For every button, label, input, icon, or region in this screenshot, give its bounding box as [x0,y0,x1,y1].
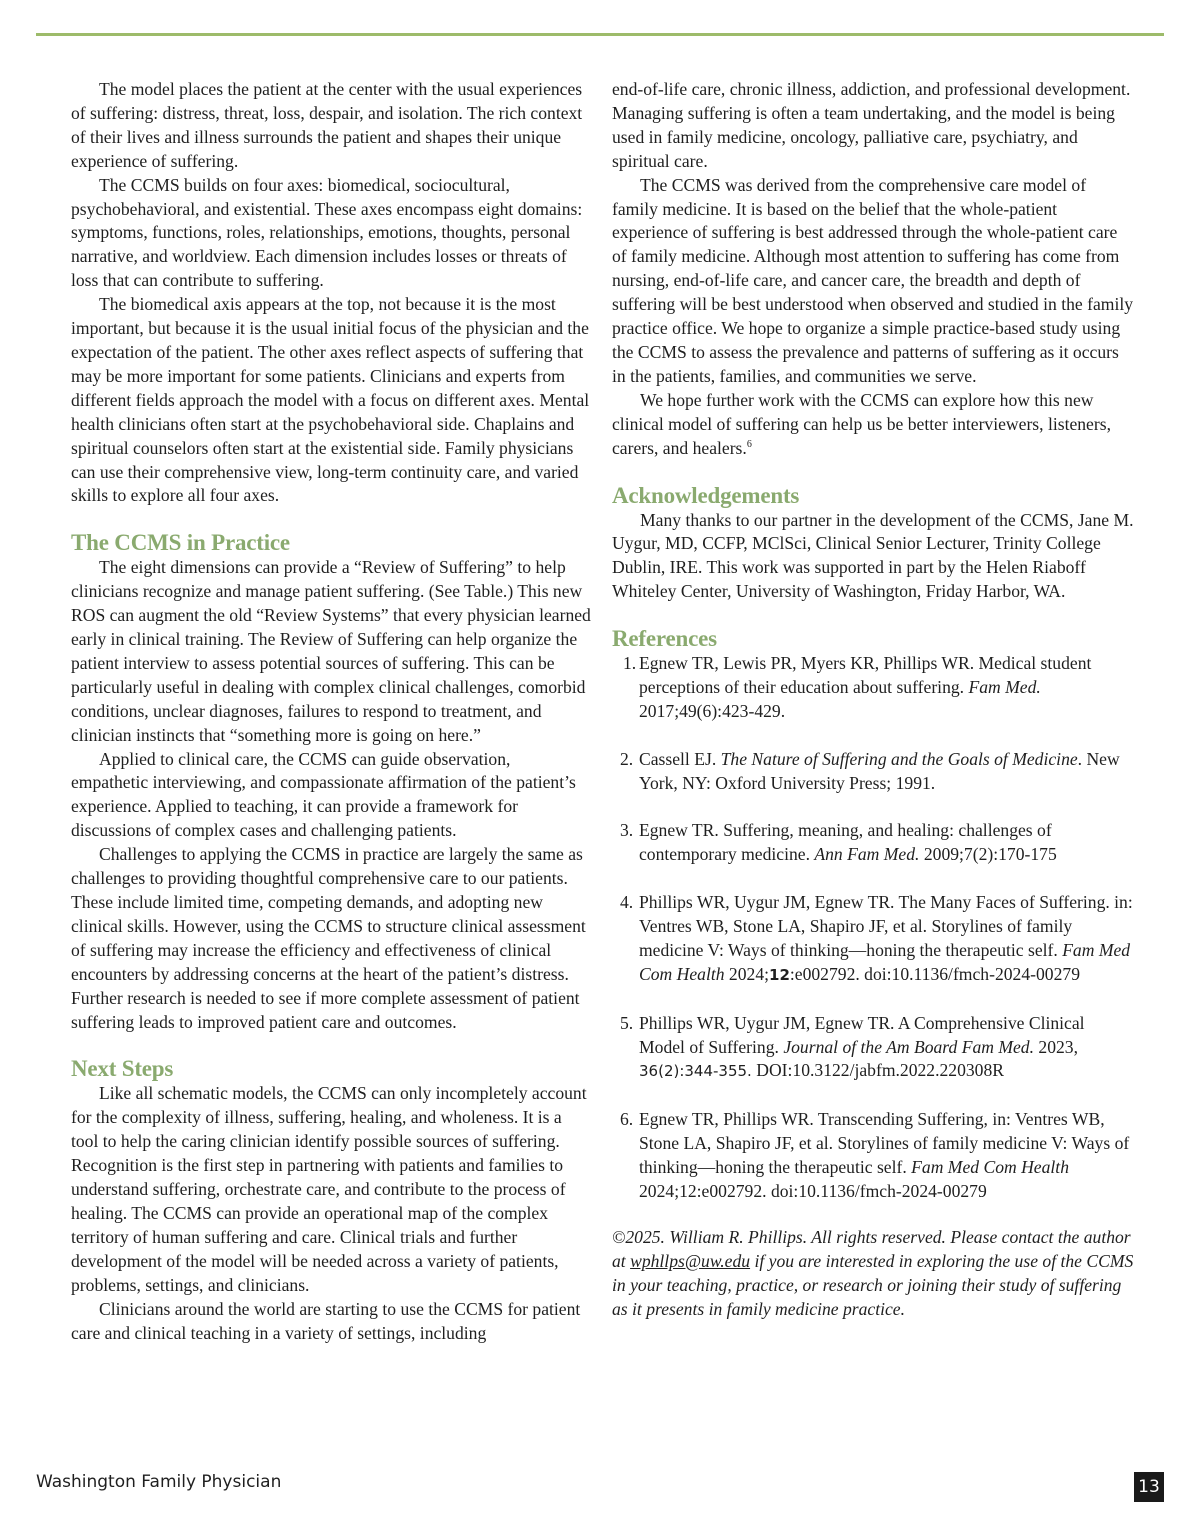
reference-text: Egnew TR, Phillips WR. Transcending Suffering, in: Ventres WB, Stone LA, Shapiro JF, et al. Storylines of family medicine V: Ways of thinking—honing the therapeutic self. [639,1109,1130,1178]
reference-number: 2. [620,748,634,769]
citation-superscript: 6 [746,438,752,450]
body-paragraph: Clinicians around the world are starting to use the CCMS for patient care and clinical teaching in a variety of settings, including [71,1298,581,1343]
reference-text: Egnew TR, Lewis PR, Myers KR, Phillips WR. Medical student perceptions of their education about suffering. [639,653,1092,698]
reference-number: 3. [620,820,634,841]
body-paragraph [612,389,1134,461]
reference-journal: Journal of the Am Board Fam Med. [783,1036,1035,1057]
reference-number: 5. [620,1012,634,1033]
reference-item [612,891,1134,988]
footer-publication-title: Washington Family Physician [36,1472,282,1492]
reference-text: 2023, [1034,1036,1078,1057]
body-paragraph: The model places the patient at the center with the usual experiences of suffering: distress, threat, loss, despair, and isolation. The rich context of their lives and illness surrounds the patient and shapes their unique experience of suffering. [71,79,583,171]
reference-text: . New York, NY: Oxford University Press; 1991. [639,748,1120,793]
reference-text: Egnew TR. Suffering, meaning, and healing: challenges of contemporary medicine. [639,820,1052,865]
body-paragraph: Like all schematic models, the CCMS can only incompletely account for the complexity of illness, suffering, healing, and wholeness. It is a tool to help the caring clinician identify possible sources of suffering. Recognition is the first step in partnering with patients and families to understand suffering, orchestrate care, and contribute to the process of healing. The CCMS can provide an operational map of the complex territory of human suffering and care. Clinical trials and further development of the model will be needed across a variety of patients, problems, settings, and clinicians. [71,1083,587,1295]
reference-journal: Fam Med Com Health [639,939,1131,984]
author-email-link[interactable]: wphllps@uw.edu [630,1250,751,1271]
reference-volume: 12 [769,965,790,984]
reference-item [612,652,1134,724]
reference-text: DOI:10.3122/jabfm.2022.220308R [751,1060,1005,1081]
reference-text: Phillips WR, Uygur JM, Egnew TR. The Many Faces of Suffering. in: Ventres WB, Stone LA, Shapiro JF, et al. Storylines of family medicine V: Ways of thinking—honing the therapeutic self. [639,892,1133,960]
reference-number: 4. [620,892,634,913]
reference-item [612,748,1134,796]
reference-item [612,1012,1134,1085]
reference-item [612,819,1134,867]
reference-text: 2024; [724,963,770,984]
top-rule [36,33,1164,36]
reference-journal: Ann Fam Med. [814,844,920,865]
body-paragraph: The CCMS builds on four axes: biomedical, sociocultural, psychobehavioral, and existential. These axes encompass eight domains: symptoms, functions, roles, relationships, emotions, thoughts, personal narrative, and worldview. Each dimension includes losses or threats of loss that can contribute to suffering. [71,174,583,291]
body-paragraph: Challenges to applying the CCMS in practice are largely the same as challenges to providing thoughtful comprehensive care to our patients. These include limited time, competing demands, and adopting new clinical skills. However, using the CCMS to structure clinical assessment of suffering may increase the efficiency and effectiveness of clinical encounters by addressing concerns at the heart of the patient’s distress. Further research is needed to see if more complete assessment of patient suffering leads to improved patient care and outcomes. [71,844,586,1032]
body-paragraph: end-of-life care, chronic illness, addiction, and professional development. Managing suffering is often a team undertaking, and the model is being used in family medicine, oncology, palliative care, psychiatry, and spiritual care. [612,79,1131,171]
copyright-notice [612,1226,1134,1322]
reference-text: 2009;7(2):170-175 [919,844,1057,865]
paragraph-text: We hope further work with the CCMS can explore how this new clinical model of suffering can help us be better interviewers, listeners, carers, and healers. [612,389,1111,458]
reference-text: 2017;49(6):423-429. [639,700,786,721]
reference-title: The Nature of Suffering and the Goals of Medicine [720,748,1078,769]
reference-journal: Fam Med Com Health [911,1157,1069,1178]
section-heading-references: References [612,626,717,652]
section-heading-practice: The CCMS in Practice [71,530,290,556]
reference-item [612,1108,1134,1204]
reference-list [612,652,1134,1204]
acknowledgements-text: Many thanks to our partner in the development of the CCMS, Jane M. Uygur, MD, CCFP, MClSci, Clinical Senior Lecturer, Trinity College Dublin, IRE. This work was supported in part by the Helen Riaboff Whiteley Center, University of Washington, Friday Harbor, WA. [612,509,1134,602]
right-column [612,78,1134,1321]
section-heading-acknowledgements: Acknowledgements [612,482,800,508]
reference-text: 2024;12:e002792. doi:10.1136/fmch-2024-00279 [639,1180,987,1201]
reference-volume: 36(2):344-355. [639,1062,752,1081]
copyright-text: ©2025. William R. Phillips. All rights reserved. Please contact the author at [612,1226,1131,1271]
page-number-badge: 13 [1134,1472,1164,1502]
reference-text: Phillips WR, Uygur JM, Egnew TR. A Comprehensive Clinical Model of Suffering. [639,1012,1085,1057]
reference-number: 1. [623,653,637,674]
body-paragraph: The biomedical axis appears at the top, not because it is the most important, but because it is the usual initial focus of the physician and the expectation of the patient. The other axes reflect aspects of suffering that may be more important for some patients. Clinicians and experts from different fields approach the model with a focus on different axes. Mental health clinicians often start at the psychobehavioral side. Chaplains and spiritual counselors often start at the existential side. Family physicians can use their comprehensive view, long-term continuity care, and varied skills to explore all four axes. [71,294,590,506]
reference-journal: Fam Med. [968,677,1041,698]
copyright-text: if you are interested in exploring the use of the CCMS in your teaching, practice, or research or joining their study of suffering as it presents in family medicine practice. [612,1250,1134,1319]
body-paragraph: Applied to clinical care, the CCMS can guide observation, empathetic interviewing, and compassionate affirmation of the patient’s experience. Applied to teaching, it can provide a framework for discussions of complex cases and challenging patients. [71,748,576,841]
body-paragraph: The CCMS was derived from the comprehensive care model of family medicine. It is based on the belief that the whole-patient experience of suffering is best addressed through the whole-patient care of family medicine. Although most attention to suffering has come from nursing, end-of-life care, and cancer care, the breadth and depth of suffering will be best understood when observed and studied in the family practice office. We hope to organize a simple practice-based study using the CCMS to assess the prevalence and patterns of suffering as it occurs in the patients, families, and communities we serve. [612,174,1134,386]
reference-number: 6. [620,1109,634,1130]
reference-text: :e002792. doi:10.1136/fmch-2024-00279 [789,963,1080,984]
body-paragraph: The eight dimensions can provide a “Review of Suffering” to help clinicians recognize and manage patient suffering. (See Table.) This new ROS can augment the old “Review Systems” that every physician learned early in clinical training. The Review of Suffering can help organize the patient interview to assess potential sources of suffering. This can be particularly useful in dealing with complex clinical challenges, comorbid conditions, unclear diagnoses, failures to respond to treatment, and clinician instincts that “something more is going on here.” [71,557,591,745]
reference-text: Cassell EJ. [639,748,721,769]
left-column [71,78,591,1345]
section-heading-next-steps: Next Steps [71,1056,174,1082]
